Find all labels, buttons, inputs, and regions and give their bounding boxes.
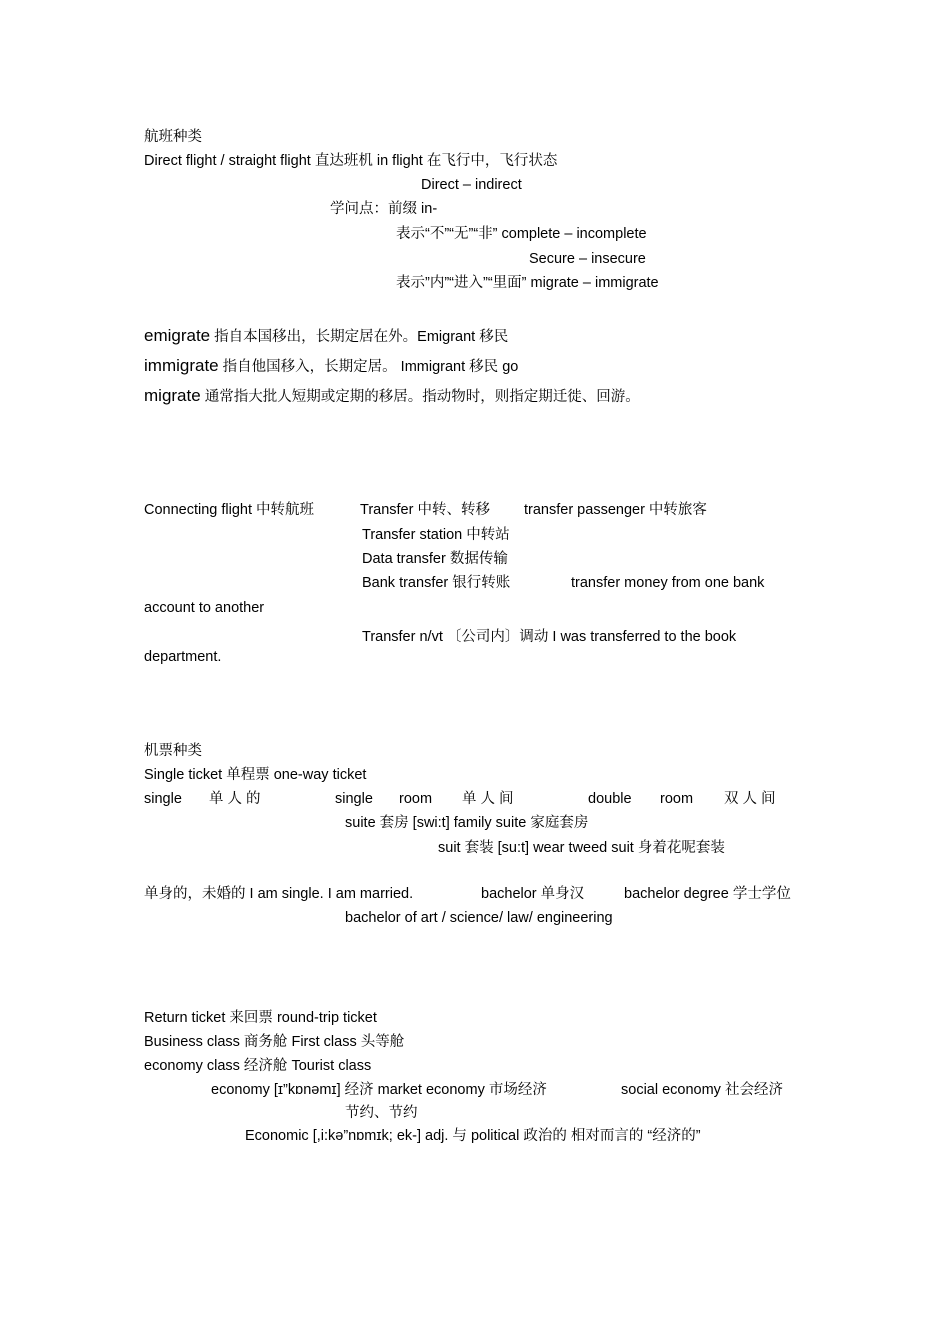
migrate-word: migrate (144, 386, 201, 405)
single-ticket-line: Single ticket 单程票 one-way ticket (144, 767, 367, 783)
emigrate-text: 指自本国移出，长期定居在外。Emigrant 移民 (214, 329, 509, 345)
single-word: single (144, 791, 182, 807)
single-cn: 单 人 的 (209, 791, 261, 807)
suite-line: suite 套房 [swi:t] family suite 家庭套房 (345, 815, 589, 831)
transfer-verb-line: Transfer n/vt 〔公司内〕调动 I was transferred to the book (362, 629, 737, 645)
transfer-passenger-text: transfer passenger 中转旅客 (524, 502, 707, 518)
economic-line: Economic [,i:kə”nɒmɪk; ek-] adj. 与 political 政治的 相对而言的 “经济的” (245, 1128, 701, 1144)
transfer-money-text: transfer money from one bank (571, 575, 765, 591)
bachelor-degree-text: bachelor degree 学士学位 (624, 886, 791, 902)
prefix-note-line: 学问点：前缀 in- (330, 201, 438, 217)
transfer-station-line: Transfer station 中转站 (362, 527, 510, 543)
business-class-line: Business class 商务舱 First class 头等舱 (144, 1034, 405, 1050)
ticket-types-heading: 机票种类 (144, 743, 202, 759)
emigrate-word: emigrate (144, 326, 211, 345)
migrate-text: 通常指大批人短期或定期的移居。指动物时，则指定期迁徙、回游。 (204, 389, 640, 405)
single-room-word: single (335, 791, 373, 807)
economy-text: economy [ɪ”kɒnəmɪ] 经济 market economy 市场经济 (211, 1082, 547, 1098)
economy-class-line: economy class 经济舱 Tourist class (144, 1058, 372, 1074)
social-economy-text: social economy 社会经济 (621, 1082, 783, 1098)
data-transfer-line: Data transfer 数据传输 (362, 551, 508, 567)
bachelor-of-line: bachelor of art / science/ law/ engineering (345, 910, 613, 926)
department-line: department. (144, 649, 222, 665)
meaning-in-line: 表示”内”“进入”“里面” migrate – immigrate (396, 275, 659, 291)
return-ticket-line: Return ticket 来回票 round-trip ticket (144, 1010, 377, 1026)
connecting-flight-text: Connecting flight 中转航班 (144, 502, 315, 518)
unmarried-text: 单身的，未婚的 I am single. I am married. (144, 886, 414, 902)
room-word-1: room (399, 791, 433, 807)
economize-line: 节约、节约 (345, 1105, 418, 1121)
double-word: double (588, 791, 632, 807)
room-word-2: room (660, 791, 694, 807)
emigrate-line (144, 326, 508, 347)
direct-flight-line: Direct flight / straight flight 直达班机 in flight 在飞行中，飞行状态 (144, 153, 558, 169)
bank-transfer-text: Bank transfer 银行转账 (362, 575, 511, 591)
suit-line: suit 套装 [su:t] wear tweed suit 身着花呢套装 (438, 840, 725, 856)
immigrate-line (144, 356, 518, 377)
secure-line: Secure – insecure (529, 251, 646, 267)
migrate-line (144, 386, 640, 407)
double-room-cn: 双 人 间 (724, 791, 776, 807)
single-room-cn: 单 人 间 (462, 791, 514, 807)
transfer-text: Transfer 中转、转移 (360, 502, 490, 518)
bachelor-text: bachelor 单身汉 (481, 886, 585, 902)
flight-types-heading: 航班种类 (144, 129, 202, 145)
account-line: account to another (144, 600, 265, 616)
immigrate-word: immigrate (144, 356, 219, 375)
direct-indirect-line: Direct – indirect (421, 177, 522, 193)
immigrate-text: 指自他国移入，长期定居。 Immigrant 移民 go (222, 359, 519, 375)
meaning-not-line: 表示“不”“无”“非” complete – incomplete (396, 226, 647, 242)
